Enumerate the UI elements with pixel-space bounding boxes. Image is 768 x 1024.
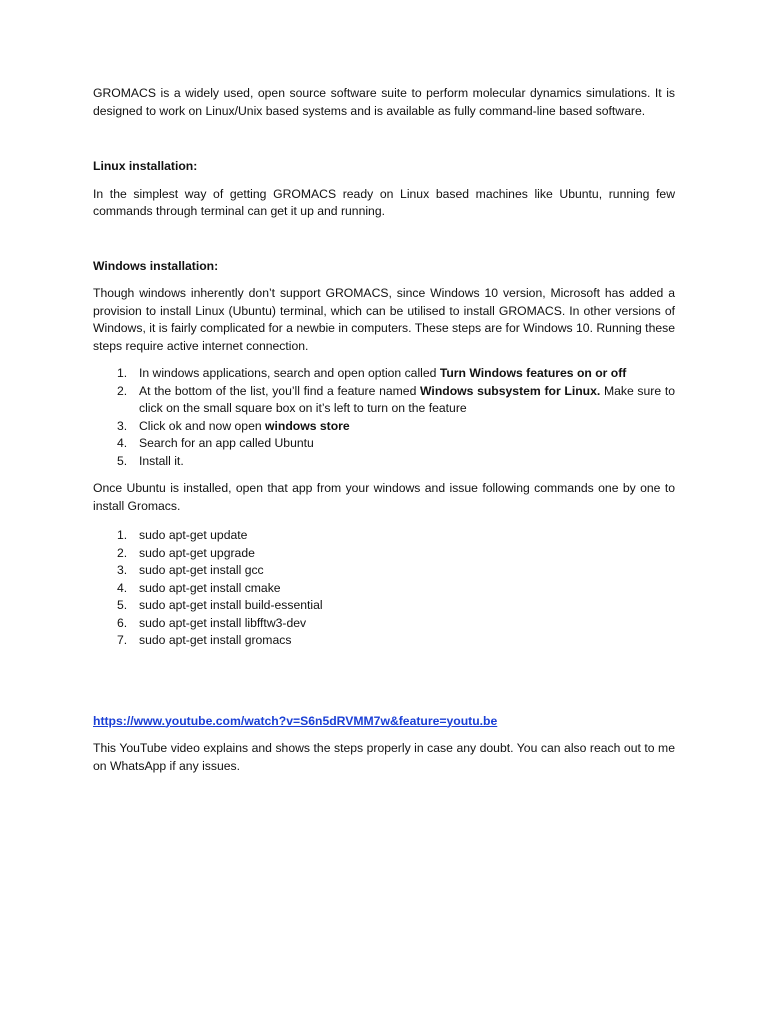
step-text: Install it. <box>139 453 184 468</box>
step-bold-text: windows store <box>265 418 350 433</box>
list-number: 3. <box>117 563 128 577</box>
step-text: Click ok and now open <box>139 418 266 433</box>
step-text: At the bottom of the list, you’ll find a feature named <box>139 383 421 398</box>
video-note-paragraph: This YouTube video explains and shows the steps properly in case any doubt. You can also reach out to me on WhatsApp if any issues. <box>93 741 675 773</box>
step-bold-text: Turn Windows features on or off <box>439 366 627 380</box>
command-text: sudo apt-get install gcc <box>139 563 264 577</box>
list-number: 1. <box>117 366 128 380</box>
list-number: 2. <box>117 545 128 560</box>
list-item <box>93 453 675 471</box>
list-item <box>93 545 675 563</box>
step-text: In windows applications, search and open option called <box>139 366 440 380</box>
command-text: sudo apt-get upgrade <box>139 545 255 560</box>
command-text: sudo apt-get install libfftw3-dev <box>139 615 307 630</box>
list-number: 5. <box>117 598 128 612</box>
step-text: Search for an app called Ubuntu <box>139 436 314 450</box>
list-number: 1. <box>117 528 128 542</box>
linux-heading: Linux installation: <box>93 159 198 173</box>
list-number: 4. <box>117 436 128 450</box>
windows-heading: Windows installation: <box>93 258 219 273</box>
after-install-paragraph: Once Ubuntu is installed, open that app from your windows and issue following commands one by one to install Gromacs. <box>93 481 675 513</box>
list-number: 2. <box>117 383 128 398</box>
step-text-after: Make sure to click on the small square box on it’s left to turn on the feature <box>139 383 675 415</box>
document-page <box>93 85 675 785</box>
list-item <box>93 527 675 545</box>
intro-paragraph: GROMACS is a widely used, open source software suite to perform molecular dynamics simulations. It is designed to work on Linux/Unix based systems and is available as fully command-line based software. <box>93 86 675 118</box>
list-item <box>93 435 675 453</box>
list-number: 3. <box>117 418 128 433</box>
command-text: sudo apt-get install build-essential <box>139 598 323 612</box>
command-text: sudo apt-get install gromacs <box>139 633 292 647</box>
list-number: 4. <box>117 580 128 595</box>
list-item <box>93 597 675 615</box>
list-number: 5. <box>117 453 128 468</box>
windows-paragraph: Though windows inherently don’t support GROMACS, since Windows 10 version, Microsoft has added a provision to install Linux (Ubuntu) terminal, which can be utilised to install GROMACS. In other versions of Windows, it is fairly complicated for a newbie in computers. These steps are for Windows 10. Running these steps require active internet connection. <box>93 286 675 353</box>
list-item <box>93 580 675 598</box>
step-bold-text: Windows subsystem for Linux. <box>420 383 601 398</box>
list-item <box>93 615 675 633</box>
list-number: 6. <box>117 615 128 630</box>
commands-list <box>93 527 675 650</box>
list-item <box>93 365 675 383</box>
list-item <box>93 418 675 436</box>
youtube-link[interactable]: https://www.youtube.com/watch?v=S6n5dRVMM7w&feature=youtu.be <box>93 713 498 728</box>
command-text: sudo apt-get install cmake <box>139 580 281 595</box>
windows-steps-list <box>93 365 675 470</box>
command-text: sudo apt-get update <box>139 528 248 542</box>
list-item <box>93 632 675 650</box>
list-item <box>93 562 675 580</box>
linux-paragraph: In the simplest way of getting GROMACS ready on Linux based machines like Ubuntu, running few commands through terminal can get it up and running. <box>93 186 675 218</box>
list-number: 7. <box>117 633 128 647</box>
list-item <box>93 383 675 418</box>
